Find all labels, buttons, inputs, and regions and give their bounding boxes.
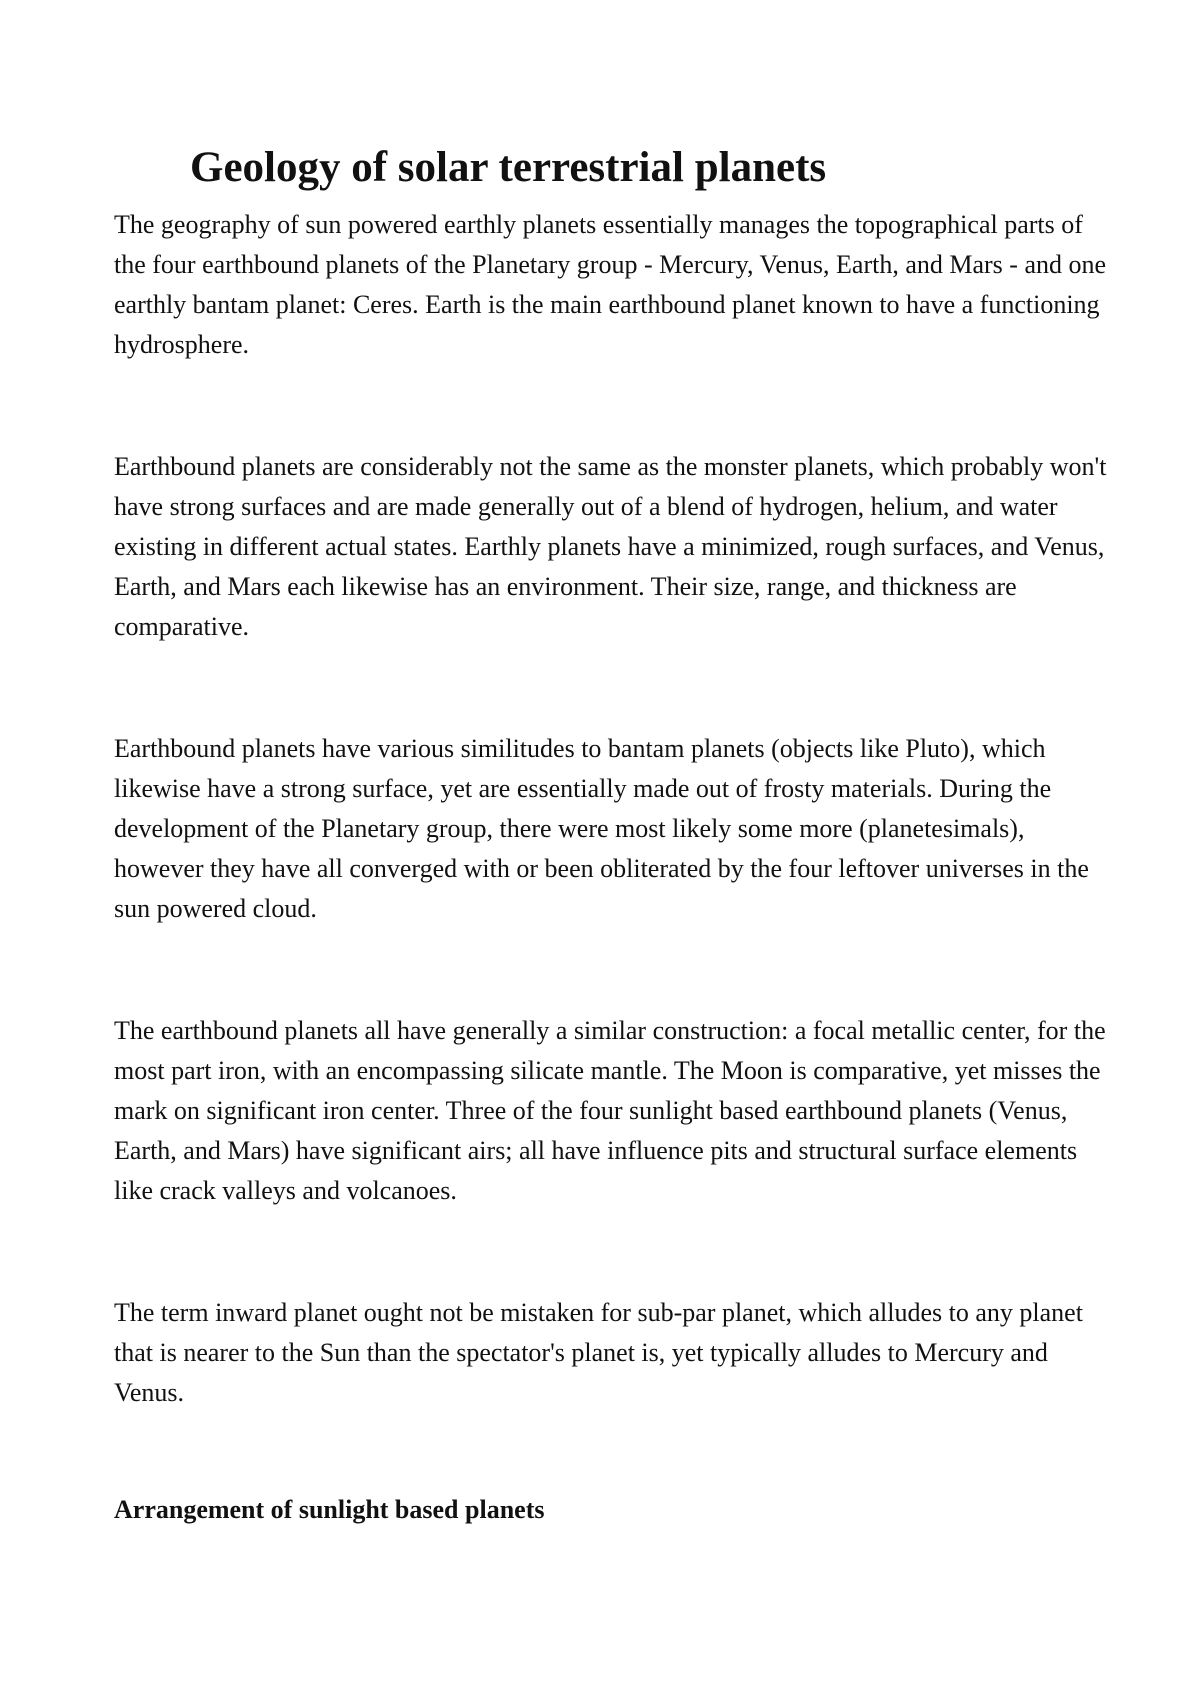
document-title: Geology of solar terrestrial planets xyxy=(190,144,827,191)
section-heading: Arrangement of sunlight based planets xyxy=(114,1495,545,1524)
paragraph: The earthbound planets all have generally a similar construction: a focal metallic center, for the most part iron, with an encompassing silicate mantle. The Moon is comparative, yet misses the mark on significant iron center. Three of the four sunlight based earthbound planets (Venus, Earth, and Mars) have significant airs; all have influence pits and structural surface elements like crack valleys and volcanoes. xyxy=(114,1016,1106,1205)
paragraph: Earthbound planets are considerably not the same as the monster planets, which probably won't have strong surfaces and are made generally out of a blend of hydrogen, helium, and water existing in different actual states. Earthly planets have a minimized, rough surfaces, and Venus, Earth, and Mars each likewise has an environment. Their size, range, and thickness are comparative. xyxy=(114,452,1107,641)
paragraph: The geography of sun powered earthly planets essentially manages the topographical parts of the four earthbound planets of the Planetary group - Mercury, Venus, Earth, and Mars - and one earthly bantam planet: Ceres. Earth is the main earthbound planet known to have a functioning hydrosphere. xyxy=(114,210,1107,359)
paragraph: Earthbound planets have various similitudes to bantam planets (objects like Pluto), which likewise have a strong surface, yet are essentially made out of frosty materials. During the development of the Planetary group, there were most likely some more (planetesimals), however they have all converged with or been obliterated by the four leftover universes in the sun powered cloud. xyxy=(114,734,1089,923)
document-body xyxy=(114,205,1114,1530)
paragraph: The term inward planet ought not be mistaken for sub-par planet, which alludes to any planet that is nearer to the Sun than the spectator's planet is, yet typically alludes to Mercury and Venus. xyxy=(114,1298,1083,1407)
